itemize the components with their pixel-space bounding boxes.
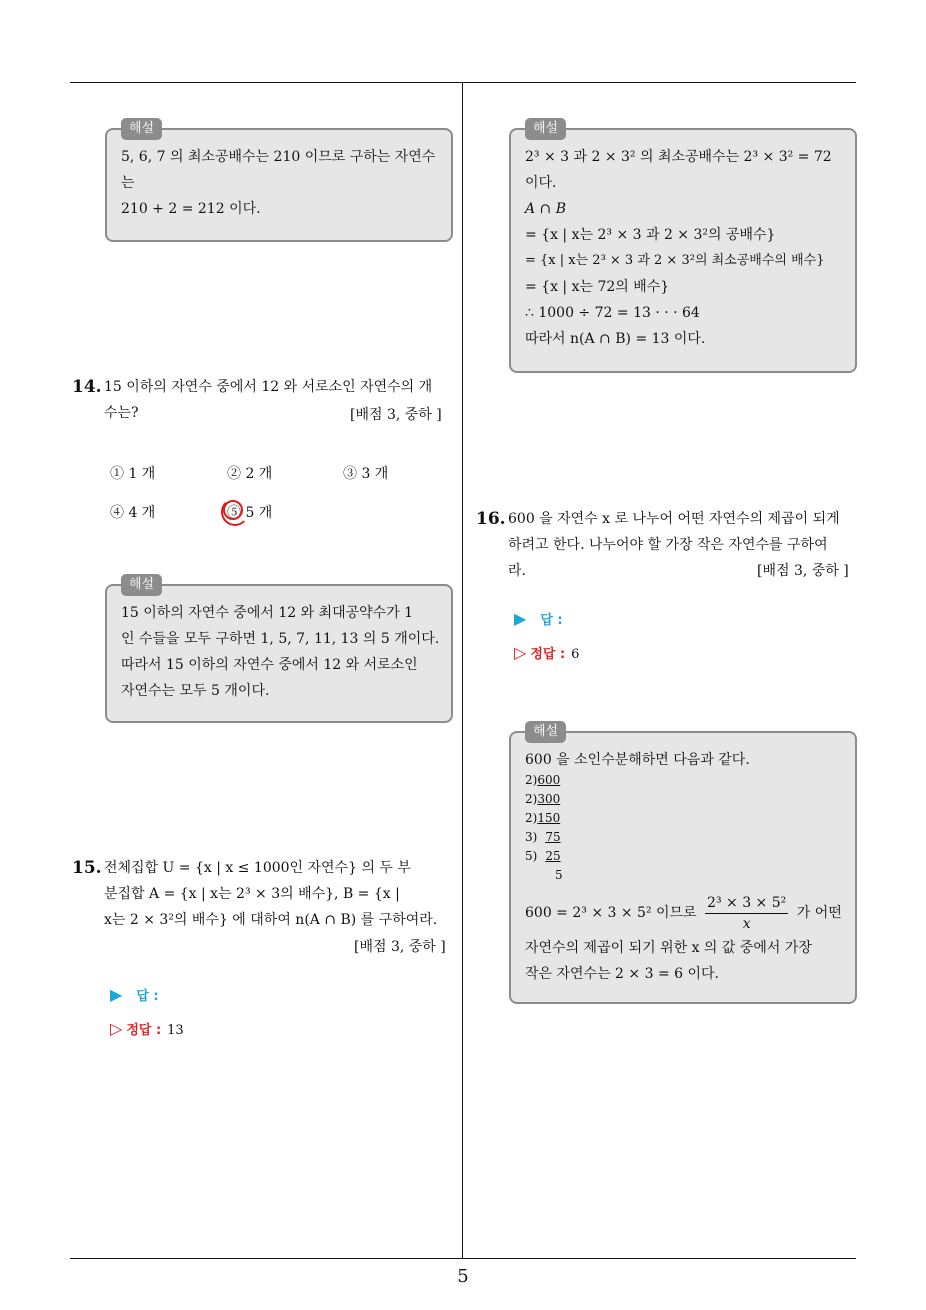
answer-row-16 bbox=[514, 609, 563, 628]
page-number: 5 bbox=[457, 1266, 469, 1287]
choice-2[interactable] bbox=[227, 463, 272, 483]
question-line: 분집합 A = {x | x는 2³ × 3의 배수}, B = {x | bbox=[104, 886, 400, 902]
question-line: x는 2 × 3²의 배수} 에 대하여 n(A ∩ B) 를 구하여라. bbox=[104, 912, 438, 928]
prime-factorization-division bbox=[525, 771, 841, 885]
correct-value: 13 bbox=[167, 1023, 184, 1038]
choice-mark: ④ bbox=[110, 505, 124, 521]
solution-box-13 bbox=[105, 121, 453, 242]
question-line: 600 을 자연수 x 로 나누어 어떤 자연수의 제곱이 되게 bbox=[508, 511, 840, 527]
correct-answer-row-16 bbox=[514, 643, 579, 662]
equation-suffix: 가 어떤 bbox=[796, 905, 842, 921]
division-row bbox=[525, 771, 841, 790]
question-number-14: 14. bbox=[72, 377, 102, 397]
solution-tag: 해설 bbox=[525, 721, 566, 743]
solution-line: 2³ × 3 과 2 × 3² 의 최소공배수는 2³ × 3² = 72 bbox=[525, 149, 832, 165]
question-number-15: 15. bbox=[72, 858, 102, 878]
solution-line: A ∩ B bbox=[525, 201, 567, 217]
fraction-denominator: x bbox=[742, 915, 751, 932]
quotient: 5 bbox=[555, 868, 563, 882]
solution-line: = {x | x는 2³ × 3 과 2 × 3²의 최소공배수의 배수} bbox=[525, 253, 825, 268]
choice-text: 5 개 bbox=[245, 505, 273, 521]
outline-arrow-icon: ▷ bbox=[110, 1019, 123, 1038]
play-arrow-icon: ▶ bbox=[110, 985, 123, 1004]
solution-line: 210 + 2 = 212 이다. bbox=[121, 201, 261, 217]
choice-mark: ② bbox=[227, 466, 241, 482]
solution-line: 자연수의 제곱이 되기 위한 x 의 값 중에서 가장 bbox=[525, 940, 812, 956]
solution-line: 이다. bbox=[525, 175, 557, 191]
outline-arrow-icon: ▷ bbox=[514, 643, 527, 662]
question-line: 전체집합 U = {x | x ≤ 1000인 자연수} 의 두 부 bbox=[104, 860, 411, 876]
solution-line: = {x | x는 72의 배수} bbox=[525, 279, 670, 295]
choice-text: 4 개 bbox=[128, 505, 156, 521]
solution-equation-line bbox=[525, 891, 841, 935]
divisor: 2) bbox=[525, 773, 538, 787]
correct-label: 정답 : bbox=[126, 1023, 162, 1038]
correct-value: 6 bbox=[571, 647, 580, 662]
division-row bbox=[525, 847, 841, 866]
column-divider bbox=[462, 82, 463, 1258]
dividend: 300 bbox=[537, 792, 561, 806]
solution-line: 인 수들을 모두 구하면 1, 5, 7, 11, 13 의 5 개이다. bbox=[121, 631, 440, 647]
answer-label: 답 : bbox=[540, 613, 563, 628]
division-row bbox=[525, 828, 841, 847]
solution-line: ∴ 1000 ÷ 72 = 13 · · · 64 bbox=[525, 305, 700, 321]
solution-tag: 해설 bbox=[121, 118, 162, 140]
solution-line: 따라서 15 이하의 자연수 중에서 12 와 서로소인 bbox=[121, 657, 418, 673]
question-line: 라. bbox=[508, 563, 526, 579]
divisor: 3) bbox=[525, 830, 538, 844]
solution-box-15 bbox=[509, 121, 857, 373]
choice-text: 1 개 bbox=[128, 466, 156, 482]
solution-line: 작은 자연수는 2 × 3 = 6 이다. bbox=[525, 966, 719, 982]
solution-line: 5, 6, 7 의 최소공배수는 210 이므로 구하는 자연수 bbox=[121, 149, 436, 165]
correct-label: 정답 : bbox=[530, 647, 566, 662]
divisor: 2) bbox=[525, 792, 538, 806]
red-circle-mark-icon bbox=[223, 500, 243, 520]
division-row bbox=[525, 790, 841, 809]
solution-line: 는 bbox=[121, 175, 135, 191]
fraction bbox=[705, 893, 788, 934]
choice-text: 2 개 bbox=[245, 466, 273, 482]
solution-tag: 해설 bbox=[525, 118, 566, 140]
score-label-14: [배점 3, 중하 ] bbox=[350, 407, 442, 423]
solution-tag: 해설 bbox=[121, 574, 162, 596]
correct-answer-row-15 bbox=[110, 1019, 184, 1038]
play-arrow-icon: ▶ bbox=[514, 609, 527, 628]
dividend: 150 bbox=[537, 811, 561, 825]
score-label-15: [배점 3, 중하 ] bbox=[354, 939, 446, 955]
dividend: 25 bbox=[545, 849, 561, 863]
solution-line: 600 을 소인수분해하면 다음과 같다. bbox=[525, 752, 750, 768]
choice-1[interactable] bbox=[110, 463, 155, 483]
footer-rule bbox=[70, 1258, 856, 1259]
question-number-16: 16. bbox=[476, 509, 506, 529]
question-line: 하려고 한다. 나누어야 할 가장 작은 자연수를 구하여 bbox=[508, 537, 828, 553]
choice-mark: ③ bbox=[343, 466, 357, 482]
solution-line: 따라서 n(A ∩ B) = 13 이다. bbox=[525, 331, 706, 347]
dividend: 600 bbox=[537, 773, 561, 787]
solution-line: 자연수는 모두 5 개이다. bbox=[121, 683, 270, 699]
dividend: 75 bbox=[545, 830, 561, 844]
choice-4[interactable] bbox=[110, 502, 155, 522]
division-row bbox=[525, 866, 841, 885]
equation-prefix: 600 = 2³ × 3 × 5² 이므로 bbox=[525, 905, 697, 921]
solution-line: = {x | x는 2³ × 3 과 2 × 3²의 공배수} bbox=[525, 227, 776, 243]
solution-box-14 bbox=[105, 577, 453, 723]
divisor: 5) bbox=[525, 849, 538, 863]
solution-line: 15 이하의 자연수 중에서 12 와 최대공약수가 1 bbox=[121, 605, 414, 621]
answer-label: 답 : bbox=[136, 989, 159, 1004]
question-line: 15 이하의 자연수 중에서 12 와 서로소인 자연수의 개 bbox=[104, 379, 433, 395]
choice-3[interactable] bbox=[343, 463, 388, 483]
fraction-numerator: 2³ × 3 × 5² bbox=[705, 893, 788, 914]
score-label-16: [배점 3, 중하 ] bbox=[757, 563, 849, 579]
division-row bbox=[525, 809, 841, 828]
question-text-15 bbox=[104, 855, 456, 933]
solution-box-16 bbox=[509, 724, 857, 1004]
choice-text: 3 개 bbox=[361, 466, 389, 482]
answer-row-15 bbox=[110, 985, 159, 1004]
header-rule bbox=[70, 82, 856, 83]
question-line: 수는? bbox=[104, 405, 139, 421]
choice-mark: ① bbox=[110, 466, 124, 482]
divisor: 2) bbox=[525, 811, 538, 825]
choice-mark: ⑤ bbox=[227, 505, 241, 521]
